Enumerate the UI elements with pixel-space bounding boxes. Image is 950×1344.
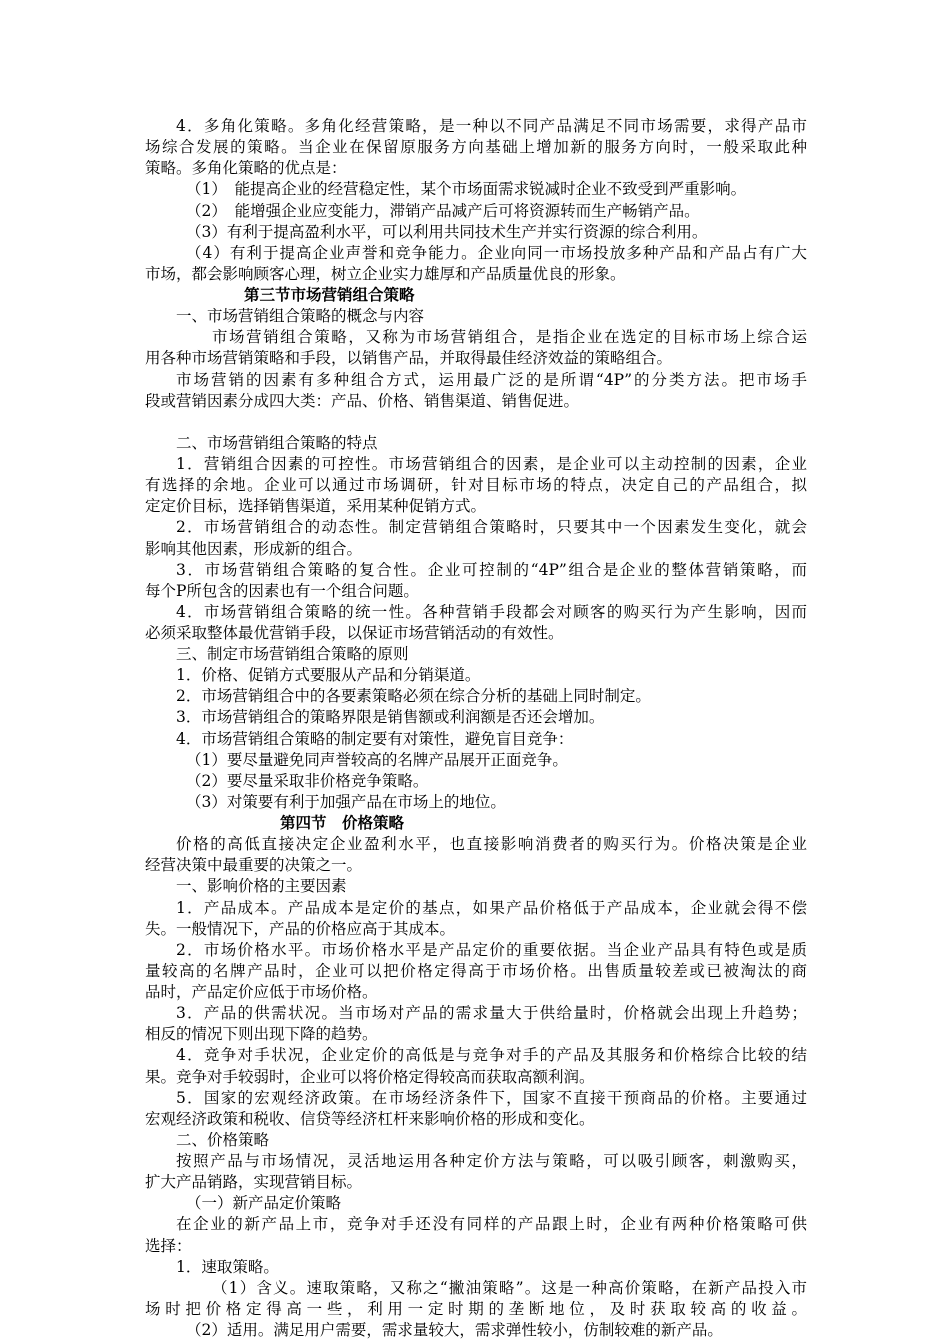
paragraph-line: 经营决策中最重要的决策之一。 <box>145 856 363 875</box>
subsection-heading: 二、市场营销组合策略的特点 <box>176 433 378 452</box>
paragraph-line: 相反的情况下则出现下降的趋势。 <box>145 1025 378 1044</box>
paragraph-line: 场时把价格定得高一些，利用一定时期的垄断地位，及时获取较高的收益。 <box>145 1299 807 1318</box>
paragraph-line: 扩大产品销路，实现营销目标。 <box>145 1173 363 1192</box>
paragraph-line: 定定价目标，选择销售渠道，采用某种促销方式。 <box>145 497 487 516</box>
paragraph-line: 1．营销组合因素的可控性。市场营销组合的因素，是企业可以主动控制的因素，企业 <box>176 455 807 473</box>
list-item: 2．市场营销组合中的各要素策略必须在综合分析的基础上同时制定。 <box>176 687 651 706</box>
paragraph-line: 必须采取整体最优营销手段，以保证市场营销活动的有效性。 <box>145 623 564 642</box>
list-item: （1）要尽量避免同声誉较高的名牌产品展开正面竞争。 <box>186 750 568 769</box>
paragraph-line: 每个P所包含的因素也有一个组合问题。 <box>145 581 419 600</box>
section-heading: 第三节市场营销组合策略 <box>244 285 415 304</box>
subsection-heading: 一、影响价格的主要因素 <box>176 877 347 896</box>
section-heading: 第四节 价格策略 <box>280 813 405 833</box>
paragraph-line: 场综合发展的策略。当企业在保留原服务方向基础上增加新的服务方向时，一般采取此种 <box>145 138 807 157</box>
paragraph-line: 有选择的余地。企业可以通过市场调研，针对目标市场的特点，决定自己的产品组合，拟 <box>145 476 807 495</box>
paragraph-line: （2）适用。满足用户需要，需求量较大，需求弹性较小，仿制较难的新产品。 <box>186 1321 723 1339</box>
paragraph-line: 1．产品成本。产品成本是定价的基点，如果产品价格低于产品成本，企业就会得不偿 <box>176 898 807 917</box>
paragraph-line: 失。一般情况下，产品的价格应高于其成本。 <box>145 919 456 938</box>
paragraph-line: 选择： <box>145 1236 192 1255</box>
paragraph-line: 4．竞争对手状况，企业定价的高低是与竞争对手的产品及其服务和价格综合比较的结 <box>176 1046 807 1065</box>
list-item: （1） 能提高企业的经营稳定性，某个市场面需求锐减时企业不致受到严重影响。 <box>186 180 747 199</box>
paragraph-line: 宏观经济政策和税收、信贷等经济杠杆来影响价格的形成和变化。 <box>145 1109 595 1128</box>
list-item: 1．价格、促销方式要服从产品和分销渠道。 <box>176 666 481 685</box>
list-item: （3）对策要有利于加强产品在市场上的地位。 <box>186 792 506 811</box>
paragraph-line: 2．市场价格水平。市场价格水平是产品定价的重要依据。当企业产品具有特色或是质 <box>176 940 807 959</box>
paragraph-line: 段或营销因素分成四大类：产品、价格、销售渠道、销售促进。 <box>145 391 580 410</box>
subsection-heading: 二、价格策略 <box>176 1130 270 1149</box>
list-item: （2） 能增强企业应变能力，滞销产品减产后可将资源转而生产畅销产品。 <box>186 201 700 220</box>
paragraph-line: 市场营销组合策略，又称为市场营销组合，是指企业在选定的目标市场上综合运 <box>212 328 807 347</box>
list-item: 1．速取策略。 <box>176 1257 279 1276</box>
paragraph-line: 3．市场营销组合策略的复合性。企业可控制的“4P”组合是企业的整体营销策略，而 <box>176 560 807 579</box>
paragraph-line: 策略。多角化策略的优点是： <box>145 159 347 178</box>
paragraph-line: 影响其他因素，形成新的组合。 <box>145 539 363 558</box>
list-item: 3．市场营销组合的策略界限是销售额或利润额是否还会增加。 <box>176 708 605 727</box>
paragraph-line: 品时，产品定价应低于市场价格。 <box>145 983 378 1001</box>
paragraph-line: 3．产品的供需状况。当市场对产品的需求量大于供给量时，价格就会出现上升趋势； <box>176 1004 807 1023</box>
paragraph-line: 在企业的新产品上市，竞争对手还没有同样的产品跟上时，企业有两种价格策略可供 <box>176 1215 807 1234</box>
list-item: （3）有利于提高盈利水平，可以利用共同技术生产并实行资源的综合利用。 <box>186 222 708 241</box>
paragraph-line: 量较高的名牌产品时，企业可以把价格定得高于市场价格。出售质量较差或已被淘汰的商 <box>145 961 807 980</box>
paragraph-line: （1）含义。速取策略，又称之“撇油策略”。这是一种高价策略，在新产品投入市 <box>212 1278 807 1297</box>
paragraph-line: 市场，都会影响顾客心理，树立企业实力雄厚和产品质量优良的形象。 <box>145 264 626 283</box>
list-item: （4）有利于提高企业声誉和竞争能力。企业向同一市场投放多种产品和产品占有广大 <box>186 243 807 262</box>
paragraph-line: 按照产品与市场情况，灵活地运用各种定价方法与策略，可以吸引顾客，刺激购买， <box>176 1152 807 1170</box>
paragraph-line: 果。竞争对手较弱时，企业可以将价格定得较高而获取高额利润。 <box>145 1067 595 1086</box>
paragraph-line: 4．多角化策略。多角化经营策略，是一种以不同产品满足不同市场需要，求得产品市 <box>176 117 807 135</box>
subsection-heading: 三、制定市场营销组合策略的原则 <box>176 645 409 664</box>
paragraph-line: 市场营销的因素有多种组合方式，运用最广泛的是所谓“4P”的分类方法。把市场手 <box>176 370 807 389</box>
subsection-heading: 一、市场营销组合策略的概念与内容 <box>176 307 425 326</box>
subsection-heading: （一）新产品定价策略 <box>186 1194 342 1213</box>
paragraph-line: 2．市场营销组合的动态性。制定营销组合策略时，只要其中一个因素发生变化，就会 <box>176 518 807 537</box>
paragraph-line: 用各种市场营销策略和手段，以销售产品，并取得最佳经济效益的策略组合。 <box>145 349 673 368</box>
paragraph-line: 价格的高低直接决定企业盈利水平，也直接影响消费者的购买行为。价格决策是企业 <box>176 835 807 854</box>
list-item: （2）要尽量采取非价格竞争策略。 <box>186 771 429 790</box>
paragraph-line: 5．国家的宏观经济政策。在市场经济条件下，国家不直接干预商品的价格。主要通过 <box>176 1088 807 1107</box>
list-item: 4．市场营销组合策略的制定要有对策性，避免盲目竞争： <box>176 729 574 748</box>
paragraph-line: 4．市场营销组合策略的统一性。各种营销手段都会对顾客的购买行为产生影响，因而 <box>176 602 807 621</box>
